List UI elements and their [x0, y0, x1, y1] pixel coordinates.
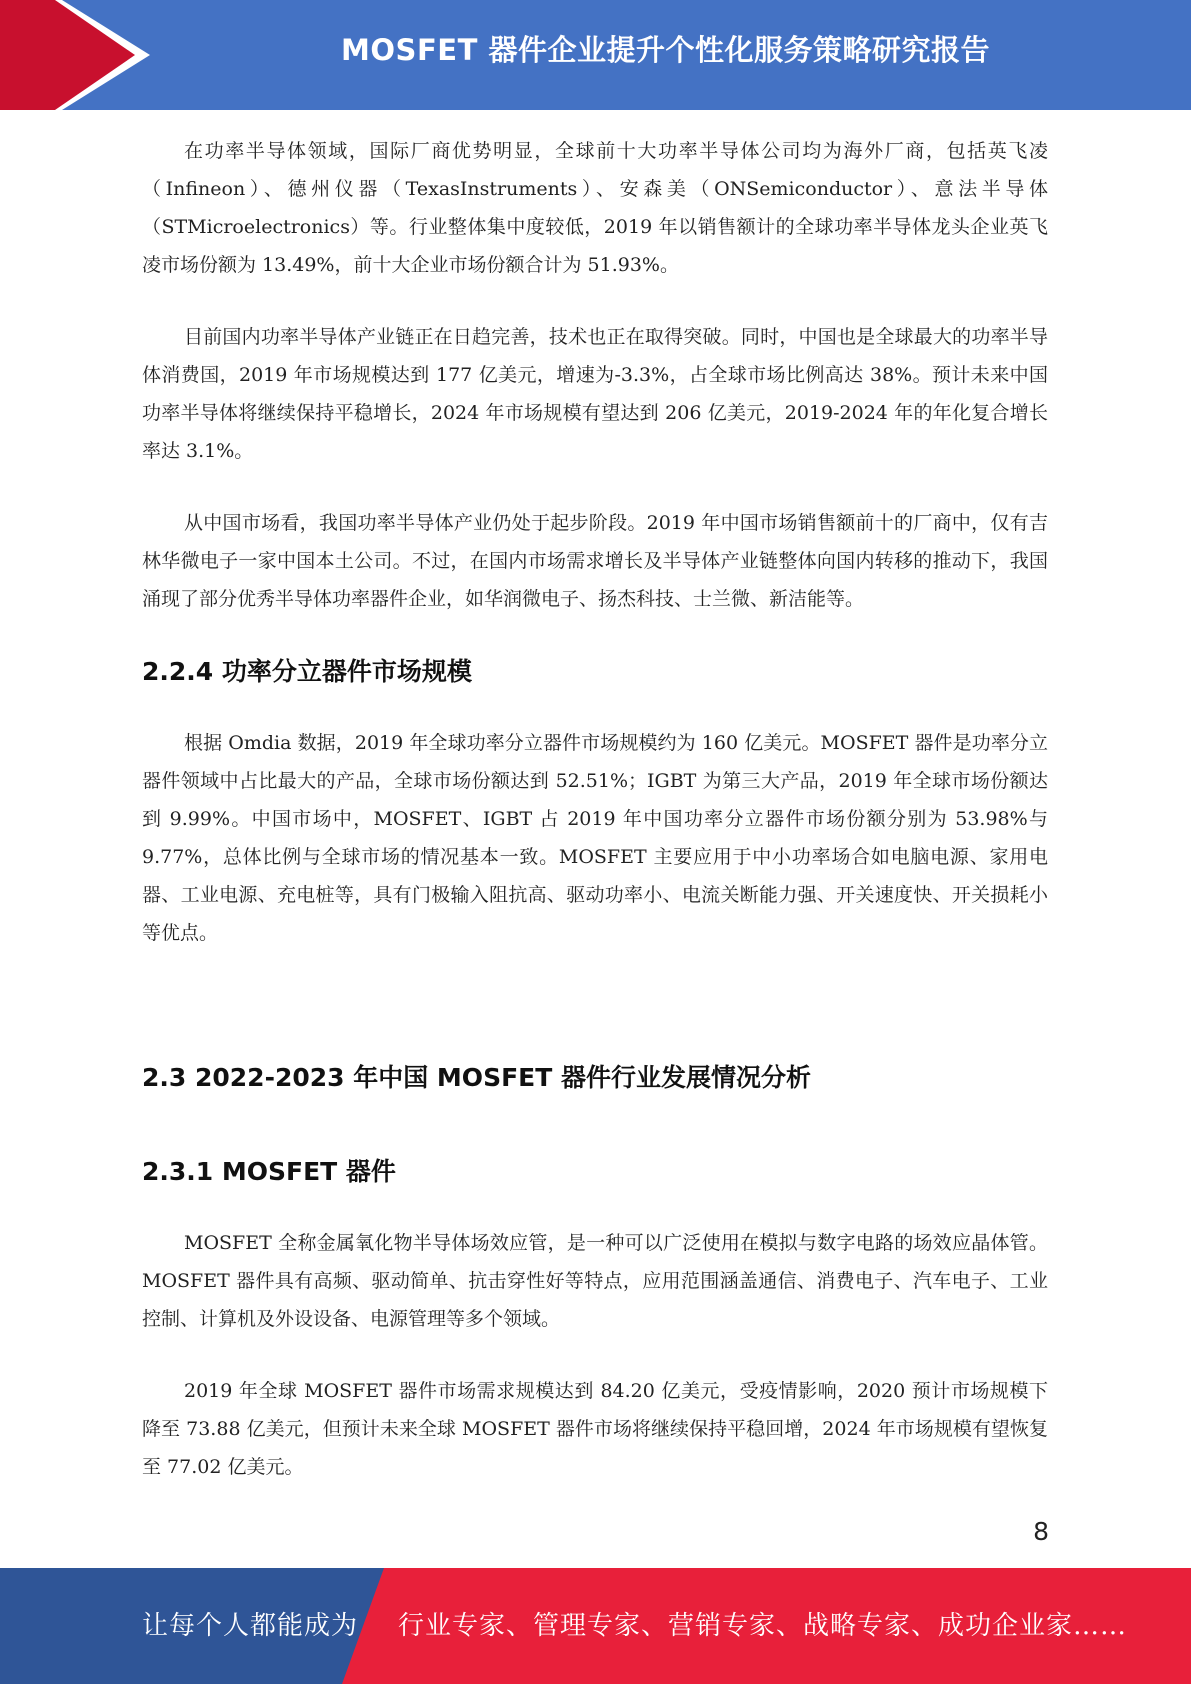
section-heading-2-2-4: 2.2.4 功率分立器件市场规模: [142, 657, 472, 686]
page-number: 8: [1033, 1517, 1049, 1546]
paragraph-china-market: 从中国市场看，我国功率半导体产业仍处于起步阶段。2019 年中国市场销售额前十的厂商中，仅有吉林华微电子一家中国本土公司。不过，在国内市场需求增长及半导体产业链整体向国内转移的推动下，我国涌现了部分优秀半导体功率器件企业，如华润微电子、扬杰科技、士兰微、新洁能等。: [142, 512, 1048, 610]
paragraph-discrete-market-size: 根据 Omdia 数据，2019 年全球功率分立器件市场规模约为 160 亿美元。MOSFET 器件是功率分立器件领域中占比最大的产品，全球市场份额达到 52.51%；IGBT 为第三大产品，2019 年全球市场份额达到 9.99%。中国市场中，MOSFET、IGBT 占 2019 年中国功率分立器件市场份额分别为 53.98%与 9.77%，总体比例与全球市场的情况基本一致。MOSFET 主要应用于中小功率场合如电脑电源、家用电器、工业电源、充电桩等，具有门极输入阻抗高、驱动功率小、电流关断能力强、开关速度快、开关损耗小等优点。: [142, 732, 1048, 944]
footer-slogan-left: 让每个人都能成为: [142, 1611, 359, 1641]
section-heading-2-3-1: 2.3.1 MOSFET 器件: [142, 1157, 396, 1186]
paragraph-international-vendors: 在功率半导体领域，国际厂商优势明显，全球前十大功率半导体公司均为海外厂商，包括英飞凌（Infineon）、德州仪器（TexasInstruments）、安森美（ONSemiconductor）、意法半导体（STMicroelectronics）等。行业整体集中度较低，2019 年以销售额计的全球功率半导体龙头企业英飞凌市场份额为 13.49%，前十大企业市场份额合计为 51.93%。: [142, 140, 1048, 276]
page-footer: [0, 1568, 1191, 1684]
footer-slogan-right: 行业专家、管理专家、营销专家、战略专家、成功企业家……: [398, 1611, 1128, 1641]
red-chevron-decoration: [0, 0, 150, 110]
paragraph-mosfet-definition: MOSFET 全称金属氧化物半导体场效应管，是一种可以广泛使用在模拟与数字电路的场效应晶体管。MOSFET 器件具有高频、驱动简单、抗击穿性好等特点，应用范围涵盖通信、消费电子、汽车电子、工业控制、计算机及外设设备、电源管理等多个领域。: [142, 1232, 1048, 1330]
paragraph-domestic-industry: 目前国内功率半导体产业链正在日趋完善，技术也正在取得突破。同时，中国也是全球最大的功率半导体消费国，2019 年市场规模达到 177 亿美元，增速为-3.3%，占全球市场比例高达 38%。预计未来中国功率半导体将继续保持平稳增长，2024 年市场规模有望达到 206 亿美元，2019-2024 年的年化复合增长率达 3.1%。: [142, 326, 1048, 462]
paragraph-mosfet-market-size: 2019 年全球 MOSFET 器件市场需求规模达到 84.20 亿美元，受疫情影响，2020 预计市场规模下降至 73.88 亿美元，但预计未来全球 MOSFET 器件市场将继续保持平稳回增，2024 年市场规模有望恢复至 77.02 亿美元。: [142, 1380, 1048, 1478]
page-header: [0, 0, 1191, 110]
report-title: MOSFET 器件企业提升个性化服务策略研究报告: [341, 33, 990, 67]
page-content: [142, 132, 1048, 1486]
section-heading-2-3: 2.3 2022-2023 年中国 MOSFET 器件行业发展情况分析: [142, 1063, 811, 1092]
